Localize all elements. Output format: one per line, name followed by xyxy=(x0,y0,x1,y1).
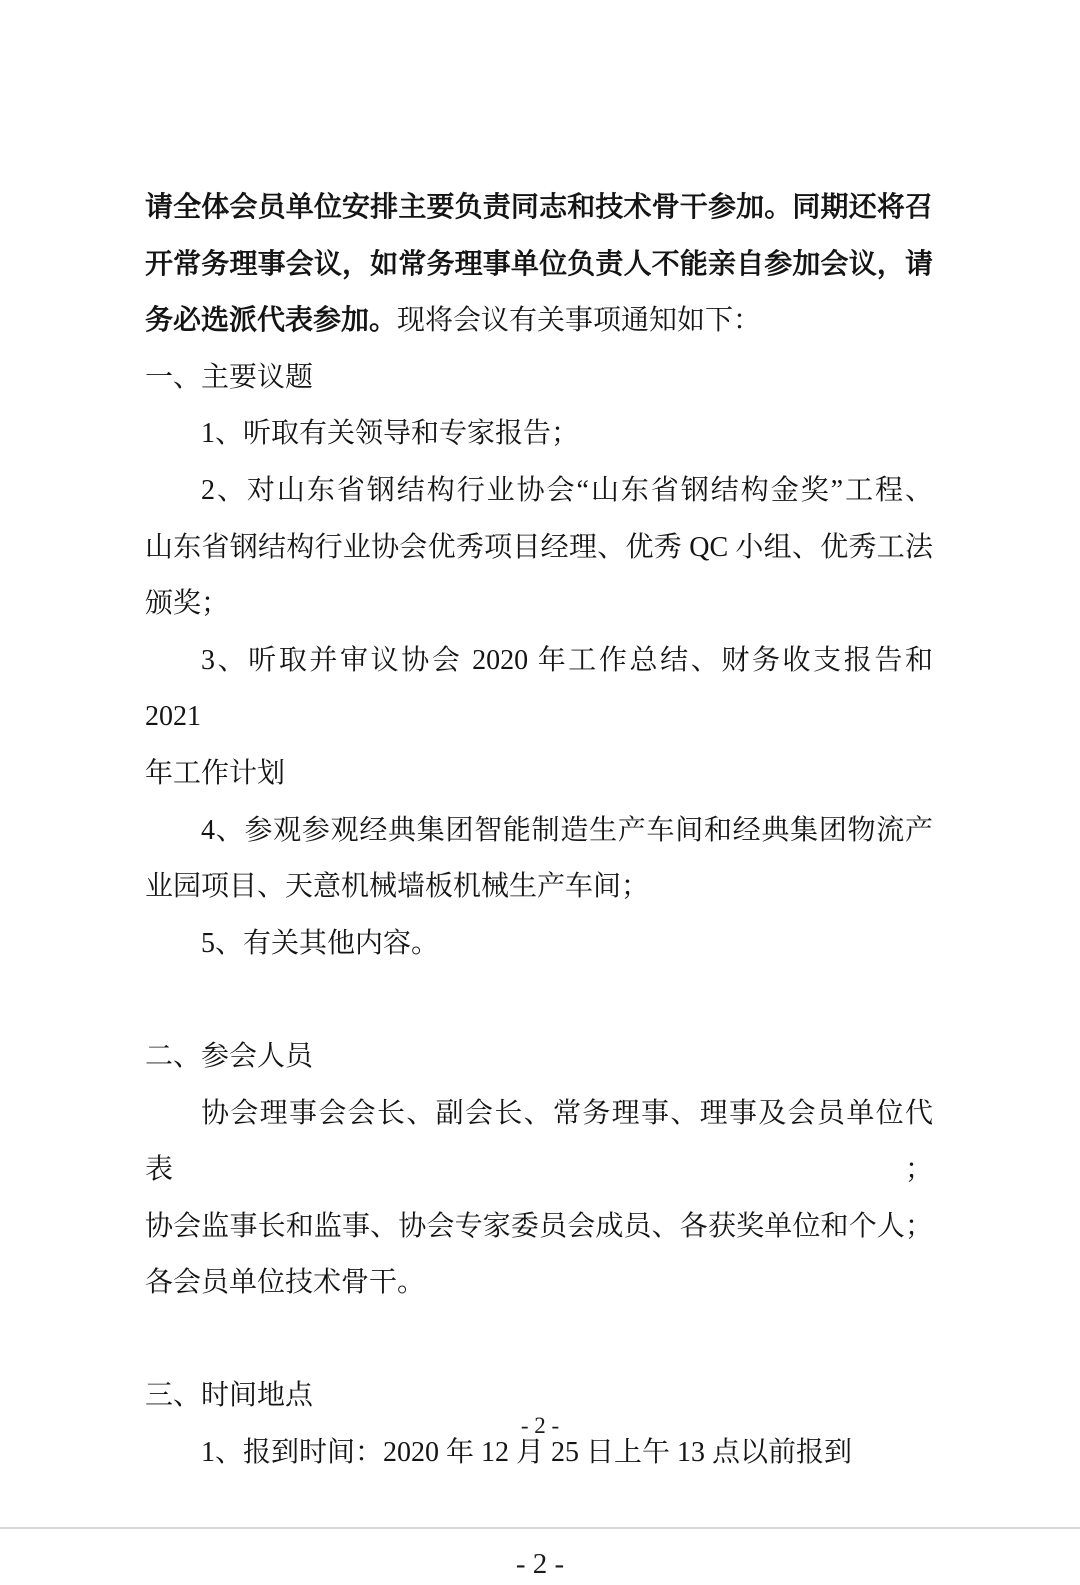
text-line: 颁奖； xyxy=(145,588,230,620)
text-line: 协会理事会会长、副会长、常务理事、理事及会员单位代表； xyxy=(145,1097,933,1186)
text-line xyxy=(145,293,933,350)
section-heading: 一、主要议题 xyxy=(145,361,314,393)
blank-line xyxy=(145,972,933,1029)
text-line: 1、报到时间：2020 年 12 月 25 日上午 13 点以前报到 xyxy=(201,1437,853,1469)
document-body xyxy=(145,180,933,1482)
text-line: 5、有关其他内容。 xyxy=(201,927,440,959)
text-line: 2、对山东省钢结构行业协会“山东省钢结构金奖”工程、 xyxy=(201,474,933,506)
text-line: 1、听取有关领导和专家报告； xyxy=(201,418,580,450)
text-line: 年工作计划 xyxy=(145,757,286,789)
blank-line xyxy=(145,1312,933,1369)
regular-text-segment: 现将会议有关事项通知如下： xyxy=(397,305,762,337)
text-line: 3、听取并审议协会 2020 年工作总结、财务收支报告和 2021 xyxy=(145,644,933,733)
bold-text-segment: 务必选派代表参加。 xyxy=(145,305,398,337)
page-separator-line xyxy=(0,1527,1080,1529)
page-number: - 2 - xyxy=(520,1413,560,1438)
text-line: 山东省钢结构行业协会优秀项目经理、优秀 QC 小组、优秀工法 xyxy=(145,531,933,563)
text-line: 业园项目、天意机械墙板机械生产车间； xyxy=(145,871,650,903)
section-heading: 三、时间地点 xyxy=(145,1380,314,1412)
text-line: 协会监事长和监事、协会专家委员会成员、各获奖单位和个人； xyxy=(145,1210,933,1242)
text-line: 请全体会员单位安排主要负责同志和技术骨干参加。同期还将召 xyxy=(145,192,933,223)
text-line: 开常务理事会议，如常务理事单位负责人不能亲自参加会议，请 xyxy=(145,248,933,280)
viewer-page-number: - 2 - xyxy=(515,1548,565,1580)
text-line: 4、参观参观经典集团智能制造生产车间和经典集团物流产 xyxy=(201,814,933,846)
section-heading: 二、参会人员 xyxy=(145,1040,314,1072)
text-line: 各会员单位技术骨干。 xyxy=(145,1267,426,1299)
